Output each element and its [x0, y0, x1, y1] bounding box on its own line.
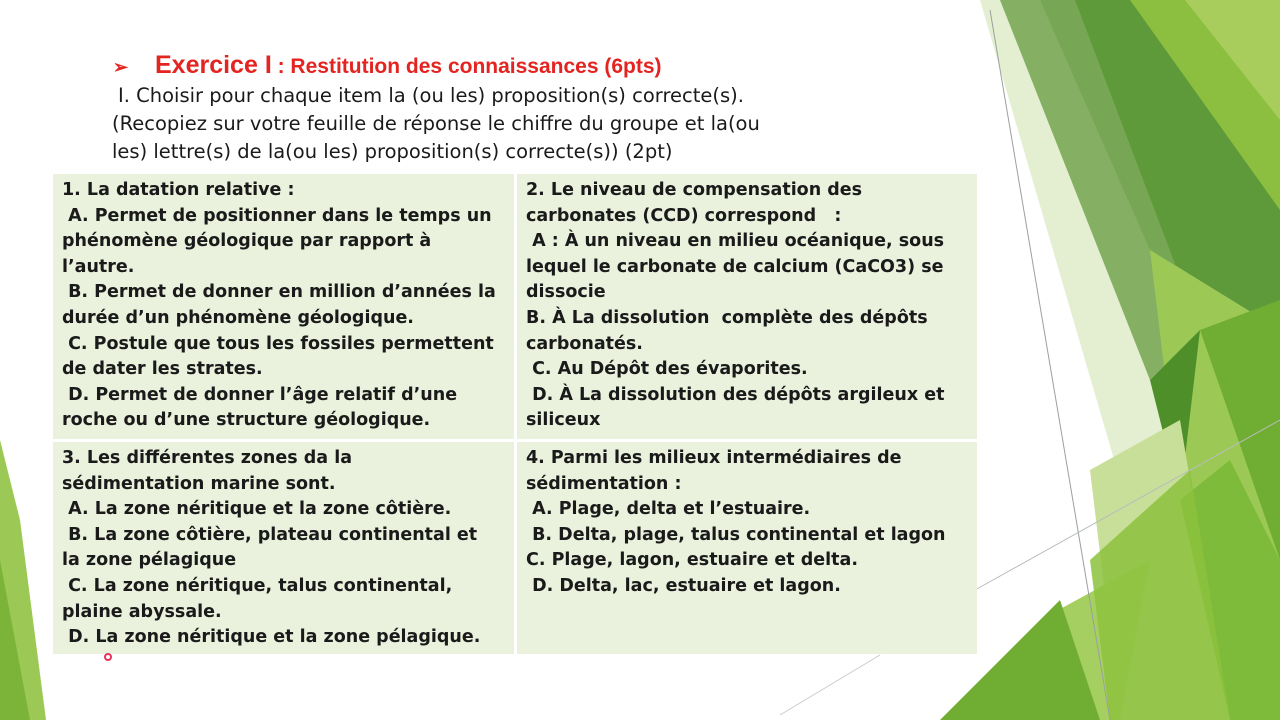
question-2-line: B. À La dissolution complète des dépôts [526, 307, 928, 328]
question-3-line: sédimentation marine sont. [62, 473, 336, 494]
question-4-line: C. Plage, lagon, estuaire et delta. [526, 550, 858, 571]
exercise-subtitle: : Restitution des connaissances (6pts) [271, 55, 662, 78]
question-1-line: D. Permet de donner l’âge relatif d’une [62, 384, 458, 405]
question-1-line: l’autre. [62, 256, 135, 277]
question-cell-1 [53, 174, 517, 439]
question-4-line: D. Delta, lac, estuaire et lagon. [526, 575, 841, 596]
questions-table [53, 174, 977, 654]
exercise-title: Exercice I [155, 51, 272, 79]
question-4-line: sédimentation : [526, 473, 682, 494]
question-2-line: carbonates (CCD) correspond : [526, 205, 842, 226]
instruction-line-1: I. Choisir pour chaque item la (ou les) proposition(s) correcte(s). [118, 84, 744, 107]
question-1-line: de dater les strates. [62, 359, 263, 380]
question-1-line: roche ou d’une structure géologique. [62, 410, 431, 431]
question-3-line: C. La zone néritique, talus continental, [62, 575, 453, 596]
question-2-line: carbonatés. [526, 333, 643, 354]
question-1-line: durée d’un phénomène géologique. [62, 307, 414, 328]
exercise-heading [113, 50, 662, 84]
question-3-line: la zone pélagique [62, 550, 237, 571]
question-2-line: D. À La dissolution des dépôts argileux et [526, 384, 945, 405]
question-3-line: B. La zone côtière, plateau continental et [62, 524, 478, 545]
instruction-line-3: les) lettre(s) de la(ou les) proposition(s) correcte(s)) (2pt) [112, 140, 673, 163]
question-1-line: C. Postule que tous les fossiles permettent [62, 333, 494, 354]
question-4-title: 4. Parmi les milieux intermédiaires de [526, 448, 902, 468]
question-4-line: A. Plage, delta et l’estuaire. [526, 499, 811, 520]
question-3-line: D. La zone néritique et la zone pélagique. [62, 627, 481, 648]
question-4-line: B. Delta, plage, talus continental et lagon [526, 524, 946, 545]
question-cell-3 [53, 439, 517, 654]
question-3-title: 3. Les différentes zones da la [62, 448, 352, 468]
question-1-line: A. Permet de positionner dans le temps un [62, 205, 492, 226]
question-cell-4 [517, 439, 977, 654]
question-2-line: dissocie [526, 282, 606, 303]
question-1-title: 1. La datation relative : [62, 180, 295, 200]
arrow-bullet-icon: ➢ [113, 57, 129, 77]
question-3-line: A. La zone néritique et la zone côtière. [62, 499, 452, 520]
question-2-line: C. Au Dépôt des évaporites. [526, 359, 808, 380]
question-2-line: siliceux [526, 410, 601, 431]
question-2-title: 2. Le niveau de compensation des [526, 180, 863, 200]
instruction-line-2: (Recopiez sur votre feuille de réponse le chiffre du groupe et la(ou [112, 112, 760, 135]
question-1-line: B. Permet de donner en million d’années la [62, 282, 496, 303]
question-2-line: lequel le carbonate de calcium (CaCO3) se [526, 256, 944, 277]
cursor-marker [104, 653, 112, 661]
question-2-line: A : À un niveau en milieu océanique, sous [526, 231, 945, 252]
question-cell-2 [517, 174, 977, 439]
question-3-line: plaine abyssale. [62, 601, 222, 622]
question-1-line: phénomène géologique par rapport à [62, 231, 432, 252]
